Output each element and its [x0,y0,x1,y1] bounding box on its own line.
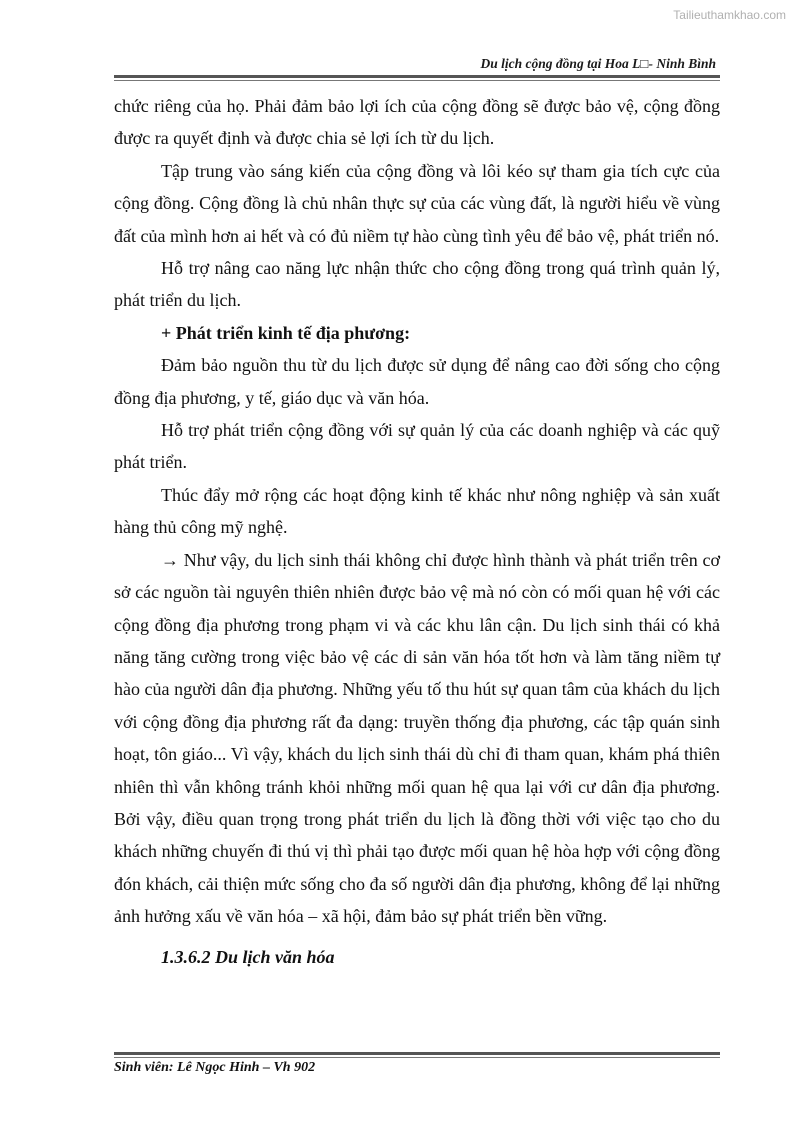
paragraph-continuation: chức riêng của họ. Phải đảm bảo lợi ích của cộng đồng sẽ được bảo vệ, cộng đồng được ra quyết định và được chia sẻ lợi ích từ du lịch. [114,96,720,149]
footer-author: Sinh viên: Lê Ngọc Hinh – Vh 902 [114,1060,316,1075]
footer-divider-thin [114,1057,720,1058]
conclusion-paragraph: → Như vậy, du lịch sinh thái không chỉ được hình thành và phát triển trên cơ sở các nguồn tài nguyên thiên nhiên được bảo vệ mà nó còn có mối quan hệ với các cộng đồng địa phương trong phạm vi và các khu lân cận. Du lịch sinh thái có khả năng tăng cường trong việc bảo vệ các di sản văn hóa tốt hơn và làm tăng niềm tự hào của người dân địa phương. Những yếu tố thu hút sự quan tâm của khách du lịch với cộng đồng địa phương rất đa dạng: truyền thống địa phương, các tập quán sinh hoạt, tôn giáo... Vì vậy, khách du lịch sinh thái dù chỉ đi tham quan, khám phá thiên nhiên thì vẫn không tránh khỏi những mối quan hệ qua lại với cư dân địa phương. Bởi vậy, điều quan trọng trong phát triển du lịch là đồng thời với việc tạo cho du khách những chuyến đi thú vị thì phải tạo được mối quan hệ hòa hợp với cộng đồng đón khách, cải thiện mức sống cho đa số người dân địa phương, không để lại những ảnh hưởng xấu về văn hóa – xã hội, đảm bảo sự phát triển bền vững. [114,549,720,927]
header-divider-thin [114,80,720,81]
paragraph: Thúc đẩy mở rộng các hoạt động kinh tế khác như nông nghiệp và sản xuất hàng thủ công mỹ nghệ. [114,484,720,538]
paragraph: Đảm bảo nguồn thu từ du lịch được sử dụng để nâng cao đời sống cho cộng đồng địa phương, y tế, giáo dục và văn hóa. [114,355,720,408]
footer-divider [114,1052,720,1055]
watermark: Tailieuthamkhao.com [673,8,786,22]
paragraph: Hỗ trợ nâng cao năng lực nhận thức cho cộng đồng trong quá trình quản lý, phát triển du lịch. [114,258,720,311]
section-heading: 1.3.6.2 Du lịch văn hóa [161,946,335,967]
page-body [114,90,720,973]
running-header: Du lịch cộng đồng tại Hoa L□- Ninh Bình [480,56,716,71]
header-divider [114,75,720,78]
paragraph: Tập trung vào sáng kiến của cộng đồng và lôi kéo sự tham gia tích cực của cộng đồng. Cộng đồng là chủ nhân thực sự của các vùng đất, là người hiểu về vùng đất của mình hơn ai hết và có đủ niềm tự hào cùng tình yêu để bảo vệ, phát triển nó. [114,160,720,246]
paragraph: Hỗ trợ phát triển cộng đồng với sự quản lý của các doanh nghiệp và các quỹ phát triển. [114,420,720,473]
section-subheading: + Phát triển kinh tế địa phương: [161,322,411,343]
